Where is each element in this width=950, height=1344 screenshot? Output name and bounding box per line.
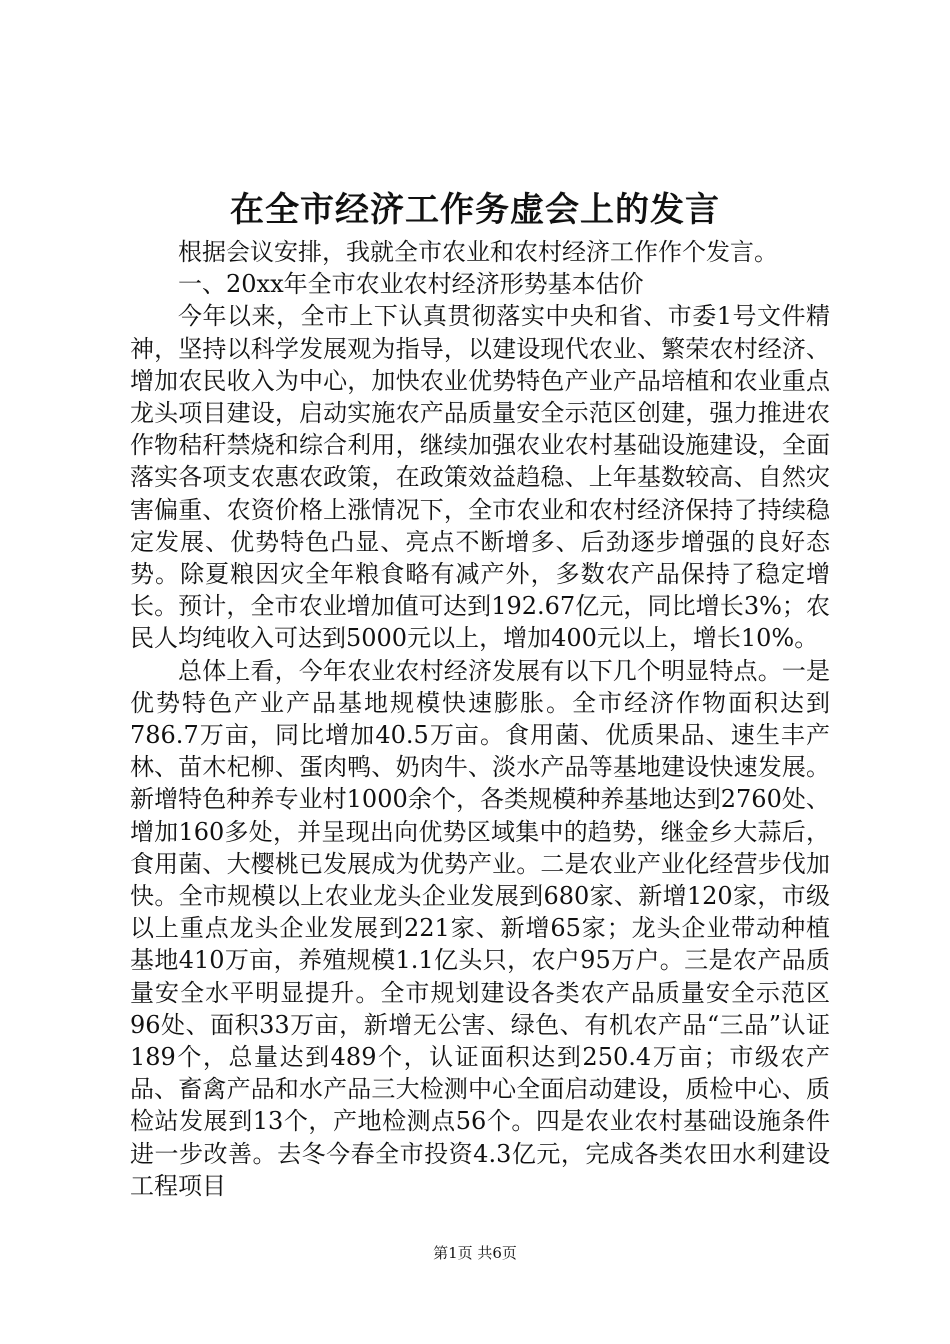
section-heading: 一、20xx年全市农业农村经济形势基本估价 (178, 270, 644, 299)
page-number-footer: 第1页 共6页 (433, 1244, 517, 1262)
document-body (130, 236, 830, 1202)
paragraph-overview: 今年以来，全市上下认真贯彻落实中央和省、市委1号文件精神，坚持以科学发展观为指导，以建设现代农业、繁荣农村经济、增加农民收入为中心，加快农业优势特色产业产品培植和农业重点龙头项目建设，启动实施农产品质量安全示范区创建，强力推进农作物秸秆禁烧和综合利用，继续加强农业农村基础设施建设，全面落实各项支农惠农政策，在政策效益趋稳、上年基数较高、自然灾害偏重、农资价格上涨情况下，全市农业和农村经济保持了持续稳定发展、优势特色凸显、亮点不断增多、后劲逐步增强的良好态势。除夏粮因灾全年粮食略有减产外，多数农产品保持了稳定增长。预计，全市农业增加值可达到192.67亿元，同比增长3%；农民人均纯收入可达到5000元以上，增加400元以上，增长10%。 (130, 302, 830, 653)
paragraph-intro: 根据会议安排，我就全市农业和农村经济工作作个发言。 (178, 238, 778, 266)
document-title: 在全市经济工作务虚会上的发言 (230, 190, 720, 230)
paragraph-features: 总体上看，今年农业农村经济发展有以下几个明显特点。一是优势特色产业产品基地规模快速膨胀。全市经济作物面积达到786.7万亩，同比增加40.5万亩。食用菌、优质果品、速生丰产林、苗木杞柳、蛋肉鸭、奶肉牛、淡水产品等基地建设快速发展。新增特色种养专业村1000余个，各类规模种养基地达到2760处、增加160多处，并呈现出向优势区域集中的趋势，继金乡大蒜后，食用菌、大樱桃已发展成为优势产业。二是农业产业化经营步伐加快。全市规模以上农业龙头企业发展到680家、新增120家，市级以上重点龙头企业发展到221家、新增65家；龙头企业带动种植基地410万亩，养殖规模1.1亿头只，农户95万户。三是农产品质量安全水平明显提升。全市规划建设各类农产品质量安全示范区96处、面积33万亩，新增无公害、绿色、有机农产品“三品”认证189个，总量达到489个，认证面积达到250.4万亩；市级农产品、畜禽产品和水产品三大检测中心全面启动建设，质检中心、质检站发展到13个，产地检测点56个。四是农业农村基础设施条件进一步改善。去冬今春全市投资4.3亿元，完成各类农田水利建设工程项目 (130, 656, 830, 1200)
